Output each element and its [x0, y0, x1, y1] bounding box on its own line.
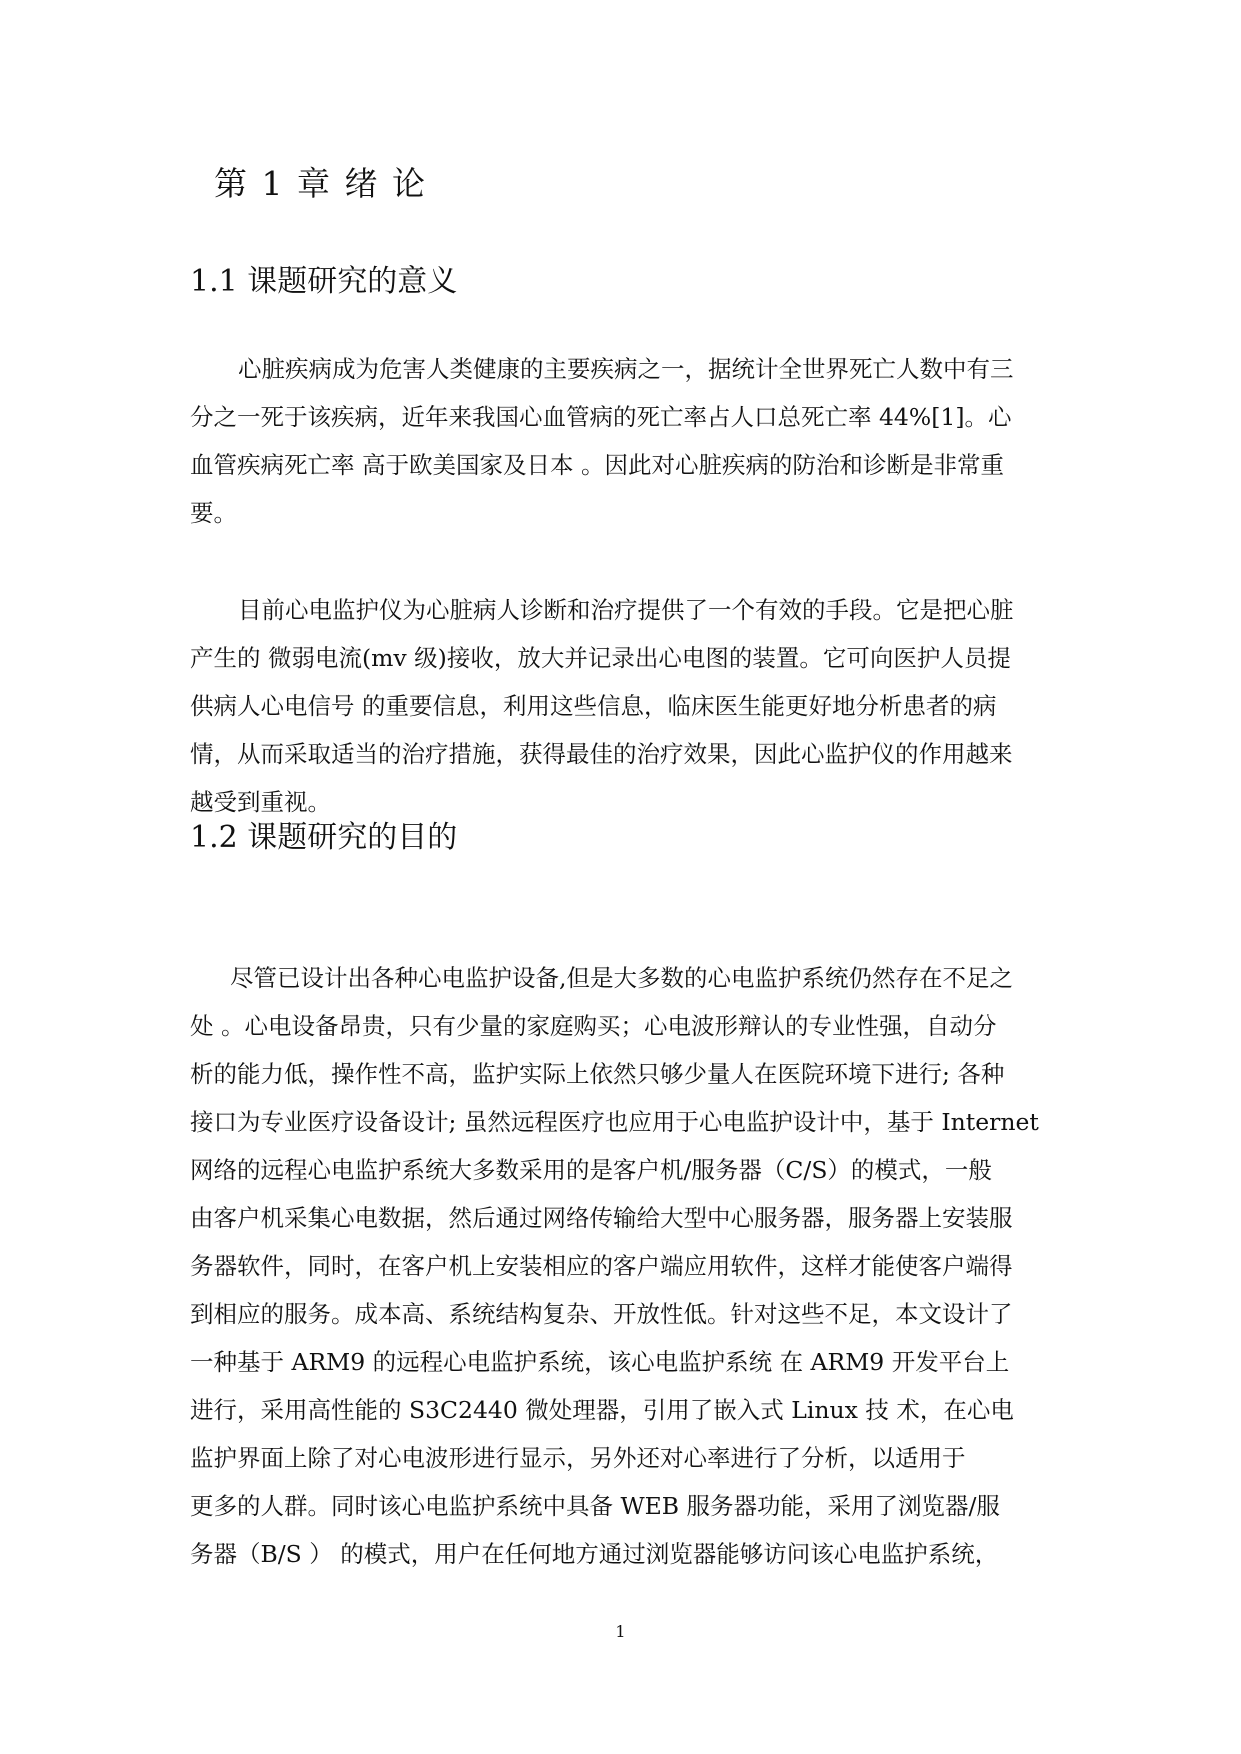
paragraph-line: 监护界面上除了对心电波形进行显示，另外还对心率进行了分析，以适用于 — [190, 1444, 966, 1472]
section-title-1-1: 1.1 课题研究的意义 — [190, 264, 458, 299]
chapter-title: 第 1 章 绪 论 — [214, 164, 427, 203]
paragraph-line: 接口为专业医疗设备设计; 虽然远程医疗也应用于心电监护设计中，基于 Internet — [190, 1108, 1039, 1136]
paragraph-line: 由客户机采集心电数据，然后通过网络传输给大型中心服务器，服务器上安装服 — [190, 1204, 1013, 1232]
paragraph-line: 分之一死于该疾病，近年来我国心血管病的死亡率占人口总死亡率 44%[1]。心 — [190, 403, 1012, 431]
paragraph-line: 目前心电监护仪为心脏病人诊断和治疗提供了一个有效的手段。它是把心脏 — [238, 596, 1014, 624]
paragraph-line: 到相应的服务。成本高、系统结构复杂、开放性低。针对这些不足，本文设计了 — [190, 1300, 1013, 1328]
paragraph-line: 处 。心电设备昂贵，只有少量的家庭购买；心电波形辩认的专业性强，自动分 — [190, 1012, 997, 1040]
paragraph-line: 越受到重视。 — [190, 788, 331, 816]
page-number: 1 — [615, 1622, 626, 1641]
paragraph-line: 要。 — [190, 499, 237, 527]
paragraph-line: 进行，采用高性能的 S3C2440 微处理器，引用了嵌入式 Linux 技 术，在心电 — [190, 1396, 1014, 1424]
paragraph-line: 情，从而采取适当的治疗措施，获得最佳的治疗效果，因此心监护仪的作用越来 — [190, 740, 1013, 768]
paragraph-line: 网络的远程心电监护系统大多数采用的是客户机/服务器（C/S）的模式，一般 — [190, 1156, 992, 1184]
paragraph-line: 务器（B/S ） 的模式，用户在任何地方通过浏览器能够访问该心电监护系统， — [190, 1540, 999, 1568]
paragraph-line: 务器软件，同时，在客户机上安装相应的客户端应用软件，这样才能使客户端得 — [190, 1252, 1013, 1280]
paragraph-line: 供病人心电信号 的重要信息，利用这些信息，临床医生能更好地分析患者的病 — [190, 692, 997, 720]
paragraph-line: 一种基于 ARM9 的远程心电监护系统，该心电监护系统 在 ARM9 开发平台上 — [190, 1348, 1010, 1376]
paragraph-line: 尽管已设计出各种心电监护设备,但是大多数的心电监护系统仍然存在不足之 — [230, 964, 1013, 992]
paragraph-line: 析的能力低，操作性不高，监护实际上依然只够少量人在医院环境下进行; 各种 — [190, 1060, 1005, 1088]
section-title-1-2: 1.2 课题研究的目的 — [190, 820, 458, 855]
paragraph-line: 产生的 微弱电流(mv 级)接收，放大并记录出心电图的装置。它可向医护人员提 — [190, 644, 1011, 672]
paragraph-line: 心脏疾病成为危害人类健康的主要疾病之一，据统计全世界死亡人数中有三 — [238, 355, 1014, 383]
paragraph-line: 血管疾病死亡率 高于欧美国家及日本 。因此对心脏疾病的防治和诊断是非常重 — [190, 451, 1004, 479]
paragraph-line: 更多的人群。同时该心电监护系统中具备 WEB 服务器功能，采用了浏览器/服 — [190, 1492, 1000, 1520]
